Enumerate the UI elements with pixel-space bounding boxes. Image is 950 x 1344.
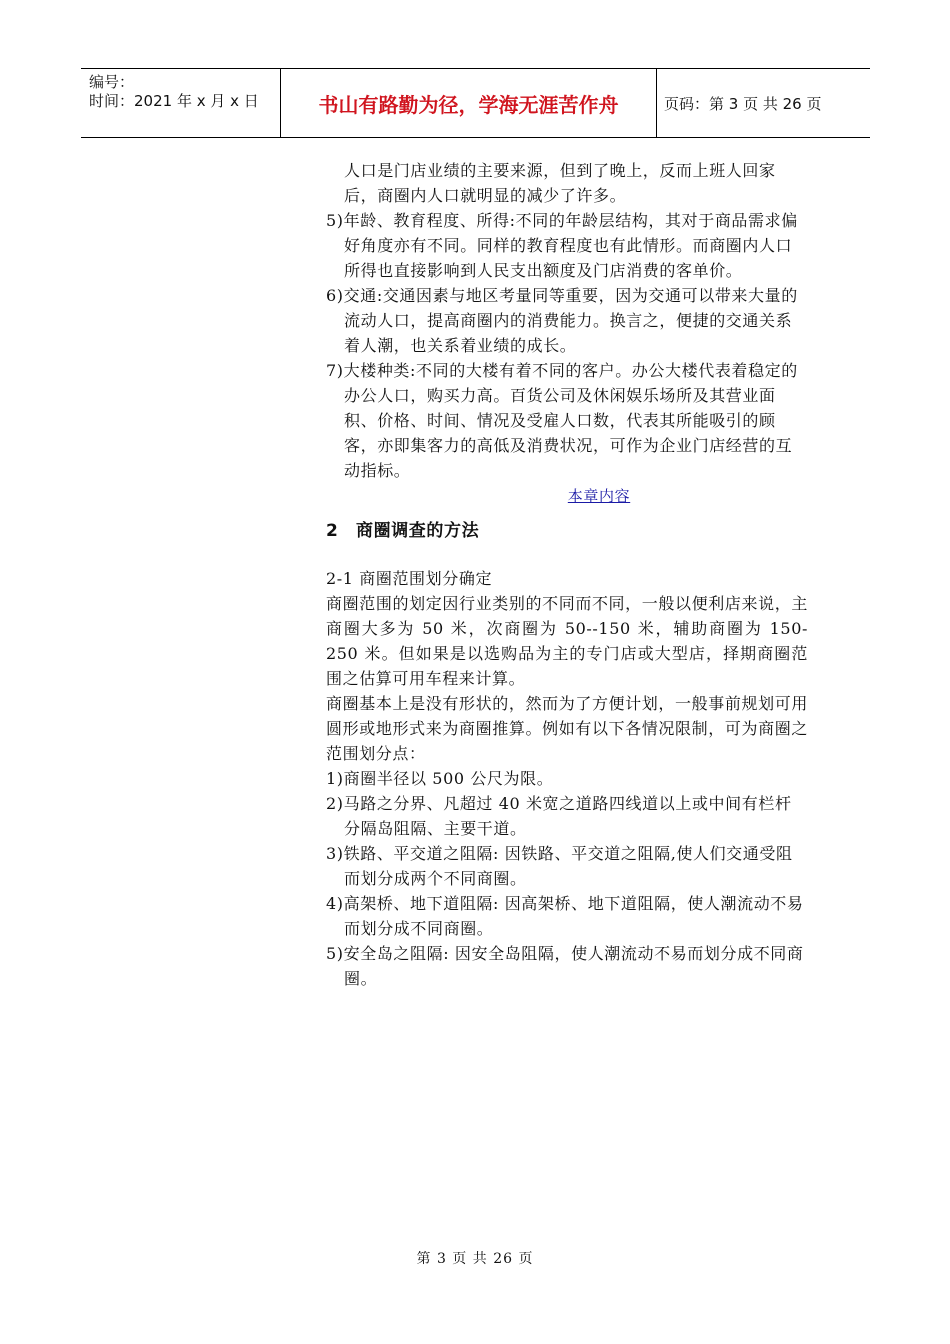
list-item: 1)商圈半径以 500 公尺为限。: [326, 769, 554, 788]
continuation-paragraph: 人口是门店业绩的主要来源，但到了晚上，反而上班人回家后，商圈内人口就明显的减少了许多。: [344, 161, 776, 205]
section-number: 2: [326, 521, 339, 541]
document-body: [326, 158, 808, 991]
list-item: 6)交通:交通因素与地区考量同等重要，因为交通可以带来大量的流动人口，提高商圈内的消费能力。换言之，便捷的交通关系着人潮，也关系着业绩的成长。: [326, 286, 798, 355]
header-page-number: 页码：第 3 页 共 26 页: [664, 94, 822, 113]
list-item: 2)马路之分界、凡超过 40 米宽之道路四线道以上或中间有栏杆分隔岛阻隔、主要干道。: [326, 794, 792, 838]
body-paragraph: 商圈基本上是没有形状的，然而为了方便计划，一般事前规划可用圆形或地形式来为商圈推算。例如有以下各情况限制，可为商圈之范围划分点：: [326, 694, 808, 763]
list-item: 4)高架桥、地下道阻隔: 因高架桥、地下道阻隔，使人潮流动不易而划分成不同商圈。: [326, 894, 804, 938]
toc-link-wrapper: [390, 483, 808, 509]
list-item: 7)大楼种类:不同的大楼有着不同的客户。办公大楼代表着稳定的办公人口，购买力高。百货公司及休闲娱乐场所及其营业面积、价格、时间、情况及受雇人口数，代表其所能吸引的顾客，亦即集客力的高低及消费状况，可作为企业门店经营的互动指标。: [326, 361, 798, 480]
section-heading: [326, 519, 808, 544]
list-item: 3)铁路、平交道之阻隔: 因铁路、平交道之阻隔,使人们交通受阻而划分成两个不同商圈。: [326, 844, 793, 888]
list-item: 5)年龄、教育程度、所得:不同的年龄层结构，其对于商品需求偏好角度亦有不同。同样的教育程度也有此情形。而商圈内人口所得也直接影响到人民支出额度及门店消费的客单价。: [326, 211, 798, 280]
subsection-heading: 2-1 商圈范围划分确定: [326, 569, 493, 588]
page-header: [81, 68, 870, 138]
header-motto: 书山有路勤为径，学海无涯苦作舟: [281, 69, 657, 137]
page-footer: 第 3 页 共 26 页: [416, 1251, 534, 1267]
section-title: 商圈调查的方法: [356, 521, 480, 541]
header-meta: [81, 69, 281, 137]
list-item: 5)安全岛之阻隔: 因安全岛阻隔，使人潮流动不易而划分成不同商圈。: [326, 944, 804, 988]
body-paragraph: 商圈范围的划定因行业类别的不同而不同，一般以便利店来说，主商圈大多为 50 米，次商圈为 50--150 米，辅助商圈为 150-250 米。但如果是以选购品为主的专门店或大型店，择期商圈范围之估算可用车程来计算。: [326, 594, 808, 688]
document-time-label: 时间：2021 年 x 月 x 日: [89, 92, 259, 110]
document-number-label: 编号：: [89, 73, 135, 91]
chapter-contents-link[interactable]: 本章内容: [567, 487, 631, 505]
